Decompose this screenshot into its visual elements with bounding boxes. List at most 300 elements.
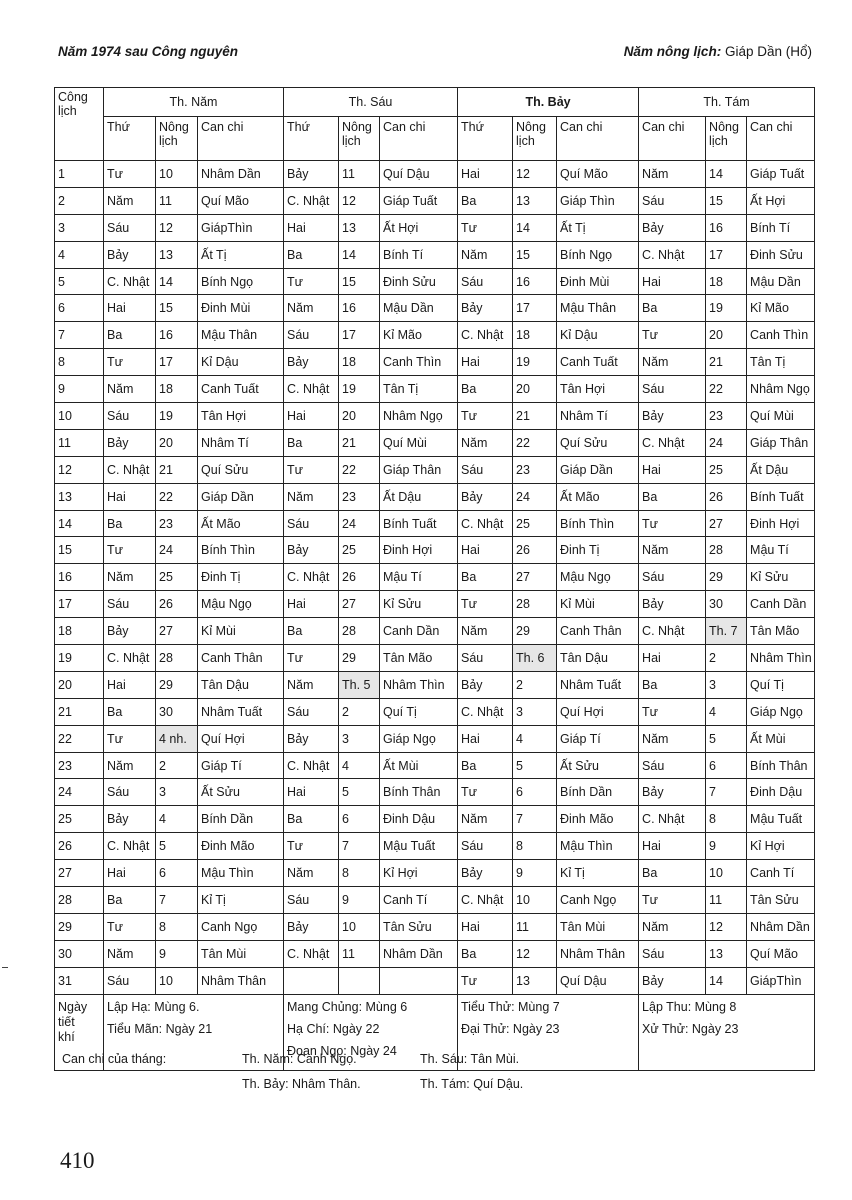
- m7-can-chi-cell: Nhâm Thân: [557, 940, 639, 967]
- day-cell: 13: [55, 483, 104, 510]
- m6-nong-lich-cell: Th. 5: [339, 671, 380, 698]
- m8-can-chi-cell: Ba: [639, 295, 706, 322]
- m5-nong-lich-cell: 13: [156, 241, 198, 268]
- m7-nong-lich-cell: 25: [513, 510, 557, 537]
- m8-nong-lich-cell: 26: [706, 483, 747, 510]
- table-row: [55, 187, 815, 214]
- m8-nong-lich-cell: 6: [706, 752, 747, 779]
- m5-nong-lich-cell: 24: [156, 537, 198, 564]
- m5-thu-cell: Hai: [104, 483, 156, 510]
- m7-can-chi-cell: Bính Ngọ: [557, 241, 639, 268]
- m8-nong-lich-cell: 20: [706, 322, 747, 349]
- m6-thu-cell: Năm: [284, 483, 339, 510]
- month-header-6: Th. Sáu: [284, 88, 458, 117]
- m5-thu-cell: Hai: [104, 860, 156, 887]
- m5-thu-cell: Hai: [104, 295, 156, 322]
- footer-month-7: Th. Bảy: Nhâm Thân.: [242, 1077, 361, 1091]
- m8-nong-lich-cell: 5: [706, 725, 747, 752]
- month-header-8: Th. Tám: [639, 88, 815, 117]
- m7-can-chi-cell: Giáp Thìn: [557, 187, 639, 214]
- m6-thu-cell: C. Nhật: [284, 187, 339, 214]
- m8-can-chi-cell: Tân Tị: [747, 349, 815, 376]
- m7-can-chi-cell: Đinh Mão: [557, 806, 639, 833]
- table-row: [55, 779, 815, 806]
- table-row: [55, 645, 815, 672]
- table-row: [55, 376, 815, 403]
- sub-header-row: [55, 117, 815, 161]
- m6-nong-lich-cell: 18: [339, 349, 380, 376]
- m5-thu-cell: Năm: [104, 564, 156, 591]
- m7-can-chi-cell: Ất Tị: [557, 214, 639, 241]
- m5-nong-lich-cell: 21: [156, 456, 198, 483]
- m6-can-chi-cell: Kỉ Hợi: [380, 860, 458, 887]
- m5-can-chi-cell: Tân Hợi: [198, 403, 284, 430]
- m8-can-chi-cell: Quí Mão: [747, 940, 815, 967]
- m5-can-chi-cell: Canh Thân: [198, 645, 284, 672]
- m7-nong-lich-cell: 12: [513, 161, 557, 188]
- m8-can-chi-cell: Năm: [639, 913, 706, 940]
- m5-thu-cell: Tư: [104, 349, 156, 376]
- m8-can-chi-cell: Ất Hợi: [747, 187, 815, 214]
- m8-can-chi-cell: Ất Mùi: [747, 725, 815, 752]
- m8-can-chi-cell: Mậu Tí: [747, 537, 815, 564]
- m6-nong-lich-cell: 19: [339, 376, 380, 403]
- m8-can-chi-cell: Tư: [639, 698, 706, 725]
- m6-can-chi-cell: Giáp Thân: [380, 456, 458, 483]
- m8-can-chi-cell: Canh Tí: [747, 860, 815, 887]
- m7-can-chi-cell: Nhâm Tí: [557, 403, 639, 430]
- m5-thu-cell: C. Nhật: [104, 268, 156, 295]
- m8-can-chi-cell: Bính Tuất: [747, 483, 815, 510]
- m7-can-chi-cell: Bính Dần: [557, 779, 639, 806]
- m7-can-chi-cell: Tân Mùi: [557, 913, 639, 940]
- m6-nong-lich-cell: 7: [339, 833, 380, 860]
- m8-can-chi-cell: Năm: [639, 725, 706, 752]
- m6-nong-lich-cell: 29: [339, 645, 380, 672]
- m7-nong-lich-cell: 12: [513, 940, 557, 967]
- m8-nong-lich-cell: 19: [706, 295, 747, 322]
- table-row: [55, 752, 815, 779]
- m6-nong-lich-cell: 10: [339, 913, 380, 940]
- m8-nong-lich-cell: 18: [706, 268, 747, 295]
- tiet-khi-entry: Đoan Ngọ: Ngày 24: [287, 1043, 397, 1058]
- m6-nong-lich-cell: 14: [339, 241, 380, 268]
- m8-nong-lich-cell: 22: [706, 376, 747, 403]
- m7-can-chi-cell: Đinh Mùi: [557, 268, 639, 295]
- m6-nong-lich-cell: 9: [339, 887, 380, 914]
- m8-can-chi-cell: Bảy: [639, 214, 706, 241]
- m5-thu-cell: Bảy: [104, 429, 156, 456]
- m6-thu-cell: C. Nhật: [284, 940, 339, 967]
- m7-thu-cell: Bảy: [458, 860, 513, 887]
- m8-nong-lich-cell: 28: [706, 537, 747, 564]
- m8-nong-lich-cell: 3: [706, 671, 747, 698]
- m7-thu-cell: Sáu: [458, 456, 513, 483]
- m6-thu-cell: Hai: [284, 591, 339, 618]
- m7-nong-lich-cell: 11: [513, 913, 557, 940]
- m6-thu-cell: Bảy: [284, 349, 339, 376]
- day-cell: 31: [55, 967, 104, 994]
- day-cell: 11: [55, 429, 104, 456]
- m7-nong-lich-cell: 13: [513, 967, 557, 994]
- m7-can-chi-cell: Mậu Ngọ: [557, 564, 639, 591]
- m8-can-chi-cell: Bính Tí: [747, 214, 815, 241]
- m5-nong-lich-cell: 7: [156, 887, 198, 914]
- m5-can-chi-cell: Ất Mão: [198, 510, 284, 537]
- m8-can-chi-cell: Năm: [639, 161, 706, 188]
- m5-can-chi-cell: Ất Sửu: [198, 779, 284, 806]
- m7-thu-cell: Ba: [458, 376, 513, 403]
- month-header-7: Th. Bảy: [458, 88, 639, 117]
- m5-thu-cell: Hai: [104, 671, 156, 698]
- m8-can-chi-cell: C. Nhật: [639, 806, 706, 833]
- day-cell: 26: [55, 833, 104, 860]
- m8-can-chi-cell: Sáu: [639, 187, 706, 214]
- m8-can-chi-cell: Bảy: [639, 779, 706, 806]
- m6-can-chi-cell: Ất Dậu: [380, 483, 458, 510]
- day-cell: 9: [55, 376, 104, 403]
- m6-nong-lich-cell: 2: [339, 698, 380, 725]
- m7-nong-lich-cell: 5: [513, 752, 557, 779]
- m5-nong-lich-cell: 23: [156, 510, 198, 537]
- table-row: [55, 322, 815, 349]
- m5-can-chi-cell: Tân Dậu: [198, 671, 284, 698]
- m7-can-chi-cell: Kỉ Dậu: [557, 322, 639, 349]
- m8-can-chi-cell: Ba: [639, 671, 706, 698]
- m8-can-chi-cell: Bảy: [639, 591, 706, 618]
- tiet-khi-entry: Mang Chủng: Mùng 6: [287, 999, 408, 1014]
- m7-nong-lich-cell: 29: [513, 618, 557, 645]
- tiet-khi-month-8: [639, 994, 815, 1070]
- m5-can-chi-cell: Đinh Mão: [198, 833, 284, 860]
- m8-nong-lich-cell: 8: [706, 806, 747, 833]
- m8-nong-lich-cell: 23: [706, 403, 747, 430]
- m7-can-chi-cell: Mậu Thìn: [557, 833, 639, 860]
- m6-can-chi-cell: Tân Tị: [380, 376, 458, 403]
- m8-can-chi-cell: Bảy: [639, 967, 706, 994]
- m6-can-chi-cell: Quí Tị: [380, 698, 458, 725]
- m8-nong-lich-cell: 13: [706, 940, 747, 967]
- m6-thu-cell: Ba: [284, 806, 339, 833]
- m6-thu-cell: Sáu: [284, 322, 339, 349]
- day-cell: 17: [55, 591, 104, 618]
- m5-thu-cell: Sáu: [104, 591, 156, 618]
- tiet-khi-entry: Lập Thu: Mùng 8: [642, 999, 737, 1014]
- m8-nong-lich-cell: 11: [706, 887, 747, 914]
- day-cell: 23: [55, 752, 104, 779]
- m8-can-chi-cell: Ất Dậu: [747, 456, 815, 483]
- m7-thu-cell: Sáu: [458, 833, 513, 860]
- m6-thu-cell: Năm: [284, 295, 339, 322]
- day-cell: 8: [55, 349, 104, 376]
- m6-nong-lich-cell: 11: [339, 161, 380, 188]
- m8-nong-lich-cell: 2: [706, 645, 747, 672]
- m6-nong-lich-cell: 20: [339, 403, 380, 430]
- m7-thu-cell: Ba: [458, 752, 513, 779]
- m6-can-chi-cell: Bính Thân: [380, 779, 458, 806]
- m8-nong-lich-cell: 4: [706, 698, 747, 725]
- m6-nong-lich-cell: 12: [339, 187, 380, 214]
- m5-can-chi-cell: Kỉ Dậu: [198, 349, 284, 376]
- m8-can-chi-cell: Kỉ Sửu: [747, 564, 815, 591]
- m8-nong-lich-cell: 14: [706, 161, 747, 188]
- m5-nong-lich-cell: 4 nh.: [156, 725, 198, 752]
- m7-thu-cell: Tư: [458, 967, 513, 994]
- month-header-5: Th. Năm: [104, 88, 284, 117]
- m7-can-chi-cell: Quí Dậu: [557, 967, 639, 994]
- m8-can-chi-cell: Sáu: [639, 376, 706, 403]
- m7-nong-lich-cell: 19: [513, 349, 557, 376]
- m5-can-chi-cell: Nhâm Tuất: [198, 698, 284, 725]
- table-row: [55, 403, 815, 430]
- m7-nong-lich-cell: 28: [513, 591, 557, 618]
- day-cell: 21: [55, 698, 104, 725]
- m5-can-chi-cell: Mậu Thân: [198, 322, 284, 349]
- m7-nong-lich-cell: 21: [513, 403, 557, 430]
- m5-can-chi-cell: Quí Mão: [198, 187, 284, 214]
- table-row: [55, 349, 815, 376]
- day-cell: 5: [55, 268, 104, 295]
- m8-nong-lich-cell: 30: [706, 591, 747, 618]
- m6-can-chi-cell: Đinh Sửu: [380, 268, 458, 295]
- m6-thu-cell: Bảy: [284, 161, 339, 188]
- m5-nong-lich-cell: 18: [156, 376, 198, 403]
- m8-can-chi-cell: Đinh Hợi: [747, 510, 815, 537]
- m6-nong-lich-cell: 5: [339, 779, 380, 806]
- m6-nong-lich-cell: 11: [339, 940, 380, 967]
- m5-nong-lich-cell: 30: [156, 698, 198, 725]
- m5-nong-lich-cell: 3: [156, 779, 198, 806]
- m6-can-chi-cell: Quí Mùi: [380, 429, 458, 456]
- m7-thu-cell: Tư: [458, 214, 513, 241]
- table-row: [55, 537, 815, 564]
- m5-thu-cell: Sáu: [104, 779, 156, 806]
- table-row: [55, 456, 815, 483]
- table-row: [55, 295, 815, 322]
- m7-can-chi-cell: Quí Mão: [557, 161, 639, 188]
- day-cell: 14: [55, 510, 104, 537]
- m5-thu-cell: Năm: [104, 187, 156, 214]
- m7-can-chi-cell: Canh Thân: [557, 618, 639, 645]
- m6-thu-cell: Sáu: [284, 510, 339, 537]
- m5-nong-lich-cell: 14: [156, 268, 198, 295]
- footer-month-5: Th. Năm: Canh Ngọ.: [242, 1052, 357, 1066]
- m5-can-chi-cell: Tân Mùi: [198, 940, 284, 967]
- m6-can-chi-cell: Bính Tí: [380, 241, 458, 268]
- m5-nong-lich-cell: 11: [156, 187, 198, 214]
- m7-nong-lich-cell: Th. 6: [513, 645, 557, 672]
- m7-nong-lich-cell: 24: [513, 483, 557, 510]
- m7-thu-cell: Sáu: [458, 645, 513, 672]
- m5-can-chi-cell: Nhâm Tí: [198, 429, 284, 456]
- day-cell: 12: [55, 456, 104, 483]
- m6-thu-cell: Tư: [284, 456, 339, 483]
- m5-thu-cell: Năm: [104, 940, 156, 967]
- m6-nong-lich-cell: 16: [339, 295, 380, 322]
- m7-can-chi-cell: Quí Sửu: [557, 429, 639, 456]
- m8-can-chi-cell: GiápThìn: [747, 967, 815, 994]
- m8-can-chi-cell: Sáu: [639, 564, 706, 591]
- m8-can-chi-cell: Giáp Thân: [747, 429, 815, 456]
- m8-nong-lich-cell: 15: [706, 187, 747, 214]
- m8-can-chi-cell: Hai: [639, 268, 706, 295]
- m5-thu-cell: Bảy: [104, 241, 156, 268]
- m7-nong-lich-cell: 23: [513, 456, 557, 483]
- m6-can-chi-cell: [380, 967, 458, 994]
- m6-nong-lich-cell: 21: [339, 429, 380, 456]
- m7-nong-lich-cell: 6: [513, 779, 557, 806]
- m6-nong-lich-cell: 23: [339, 483, 380, 510]
- m8-can-chi-cell: Ba: [639, 860, 706, 887]
- m6-can-chi-cell: Giáp Ngọ: [380, 725, 458, 752]
- m7-nong-lich-cell: 17: [513, 295, 557, 322]
- m7-nong-lich-cell: 15: [513, 241, 557, 268]
- m6-thu-cell: Sáu: [284, 698, 339, 725]
- m8-can-chi-cell: Nhâm Dần: [747, 913, 815, 940]
- m8-can-chi-cell: Nhâm Ngọ: [747, 376, 815, 403]
- table-row: [55, 940, 815, 967]
- table-row: [55, 483, 815, 510]
- m7-can-chi-cell: Đinh Tị: [557, 537, 639, 564]
- m8-nong-lich-cell: 12: [706, 913, 747, 940]
- m8-nong-lich-cell: 14: [706, 967, 747, 994]
- m6-nong-lich-cell: 25: [339, 537, 380, 564]
- day-cell: 29: [55, 913, 104, 940]
- m6-nong-lich-cell: 15: [339, 268, 380, 295]
- m5-thu-cell: Năm: [104, 376, 156, 403]
- m8-can-chi-cell: Sáu: [639, 940, 706, 967]
- tiet-khi-entry: Đại Thử: Ngày 23: [461, 1021, 560, 1036]
- m7-nong-lich-cell: 2: [513, 671, 557, 698]
- m5-can-chi-cell: Nhâm Thân: [198, 967, 284, 994]
- m6-nong-lich-cell: 22: [339, 456, 380, 483]
- m6-thu-cell: Năm: [284, 671, 339, 698]
- m8-nong-lich-cell: 24: [706, 429, 747, 456]
- m6-can-chi-cell: Đinh Dậu: [380, 806, 458, 833]
- m6-can-chi-cell: Mậu Tí: [380, 564, 458, 591]
- m8-nong-lich-cell: 29: [706, 564, 747, 591]
- m8-can-chi-cell: C. Nhật: [639, 618, 706, 645]
- m7-nong-lich-cell: 27: [513, 564, 557, 591]
- m5-thu-cell: C. Nhật: [104, 456, 156, 483]
- nong-lich-header: Nông lịch: [513, 117, 557, 161]
- m8-nong-lich-cell: 21: [706, 349, 747, 376]
- running-header-right: Năm nông lịch: Giáp Dần (Hổ): [623, 44, 812, 59]
- m8-can-chi-cell: Hai: [639, 833, 706, 860]
- thu-header: Thứ: [458, 117, 513, 161]
- m7-thu-cell: C. Nhật: [458, 698, 513, 725]
- day-cell: 1: [55, 161, 104, 188]
- m7-thu-cell: Ba: [458, 940, 513, 967]
- day-cell: 28: [55, 887, 104, 914]
- can-chi-header: Can chi: [747, 117, 815, 161]
- m5-can-chi-cell: Bính Dần: [198, 806, 284, 833]
- nong-lich-header: Nông lịch: [706, 117, 747, 161]
- m8-can-chi-cell: Năm: [639, 537, 706, 564]
- m7-nong-lich-cell: 16: [513, 268, 557, 295]
- m5-can-chi-cell: GiápThìn: [198, 214, 284, 241]
- tiet-khi-label: Ngày tiết khí: [55, 994, 104, 1070]
- m6-can-chi-cell: Kỉ Sửu: [380, 591, 458, 618]
- month-header-row: [55, 88, 815, 117]
- m5-can-chi-cell: Nhâm Dần: [198, 161, 284, 188]
- m5-nong-lich-cell: 10: [156, 161, 198, 188]
- m6-thu-cell: Ba: [284, 429, 339, 456]
- m7-can-chi-cell: Kỉ Tị: [557, 860, 639, 887]
- m7-thu-cell: Ba: [458, 187, 513, 214]
- m6-nong-lich-cell: 13: [339, 214, 380, 241]
- m8-can-chi-cell: Bảy: [639, 403, 706, 430]
- m7-thu-cell: Năm: [458, 241, 513, 268]
- m5-nong-lich-cell: 29: [156, 671, 198, 698]
- m8-nong-lich-cell: Th. 7: [706, 618, 747, 645]
- m7-can-chi-cell: Giáp Dần: [557, 456, 639, 483]
- m8-can-chi-cell: Kỉ Mão: [747, 295, 815, 322]
- m6-thu-cell: Tư: [284, 645, 339, 672]
- day-cell: 20: [55, 671, 104, 698]
- m7-can-chi-cell: Tân Dậu: [557, 645, 639, 672]
- m6-thu-cell: Sáu: [284, 887, 339, 914]
- m7-thu-cell: Năm: [458, 618, 513, 645]
- m8-can-chi-cell: Đinh Dậu: [747, 779, 815, 806]
- day-cell: 19: [55, 645, 104, 672]
- m8-can-chi-cell: Hai: [639, 645, 706, 672]
- m6-thu-cell: Hai: [284, 403, 339, 430]
- m7-thu-cell: Ba: [458, 564, 513, 591]
- m6-can-chi-cell: Canh Thìn: [380, 349, 458, 376]
- m6-can-chi-cell: Ất Mùi: [380, 752, 458, 779]
- m8-can-chi-cell: Quí Mùi: [747, 403, 815, 430]
- m7-thu-cell: Hai: [458, 349, 513, 376]
- running-header-left: Năm 1974 sau Công nguyên: [58, 44, 239, 59]
- m7-nong-lich-cell: 20: [513, 376, 557, 403]
- day-cell: 25: [55, 806, 104, 833]
- can-chi-header: Can chi: [380, 117, 458, 161]
- m6-can-chi-cell: Mậu Tuất: [380, 833, 458, 860]
- m6-can-chi-cell: Tân Sửu: [380, 913, 458, 940]
- m6-nong-lich-cell: 8: [339, 860, 380, 887]
- m7-thu-cell: C. Nhật: [458, 887, 513, 914]
- nong-lich-header: Nông lịch: [339, 117, 380, 161]
- day-cell: 4: [55, 241, 104, 268]
- m6-nong-lich-cell: 26: [339, 564, 380, 591]
- m7-nong-lich-cell: 18: [513, 322, 557, 349]
- m8-can-chi-cell: Sáu: [639, 752, 706, 779]
- m5-can-chi-cell: Canh Ngọ: [198, 913, 284, 940]
- m5-can-chi-cell: Mậu Ngọ: [198, 591, 284, 618]
- m8-can-chi-cell: Mậu Dần: [747, 268, 815, 295]
- m6-can-chi-cell: Bính Tuất: [380, 510, 458, 537]
- m5-nong-lich-cell: 28: [156, 645, 198, 672]
- m5-nong-lich-cell: 26: [156, 591, 198, 618]
- m5-nong-lich-cell: 25: [156, 564, 198, 591]
- m6-thu-cell: Tư: [284, 833, 339, 860]
- m7-nong-lich-cell: 26: [513, 537, 557, 564]
- m8-can-chi-cell: Tư: [639, 887, 706, 914]
- m6-can-chi-cell: Giáp Tuất: [380, 187, 458, 214]
- can-chi-header: Can chi: [639, 117, 706, 161]
- m7-nong-lich-cell: 7: [513, 806, 557, 833]
- footer-month-6: Th. Sáu: Tân Mùi.: [420, 1052, 520, 1066]
- day-cell: 24: [55, 779, 104, 806]
- m7-nong-lich-cell: 10: [513, 887, 557, 914]
- m7-nong-lich-cell: 8: [513, 833, 557, 860]
- m6-can-chi-cell: Tân Mão: [380, 645, 458, 672]
- m5-can-chi-cell: Kỉ Tị: [198, 887, 284, 914]
- m8-can-chi-cell: Hai: [639, 456, 706, 483]
- m6-nong-lich-cell: 24: [339, 510, 380, 537]
- m7-thu-cell: Sáu: [458, 268, 513, 295]
